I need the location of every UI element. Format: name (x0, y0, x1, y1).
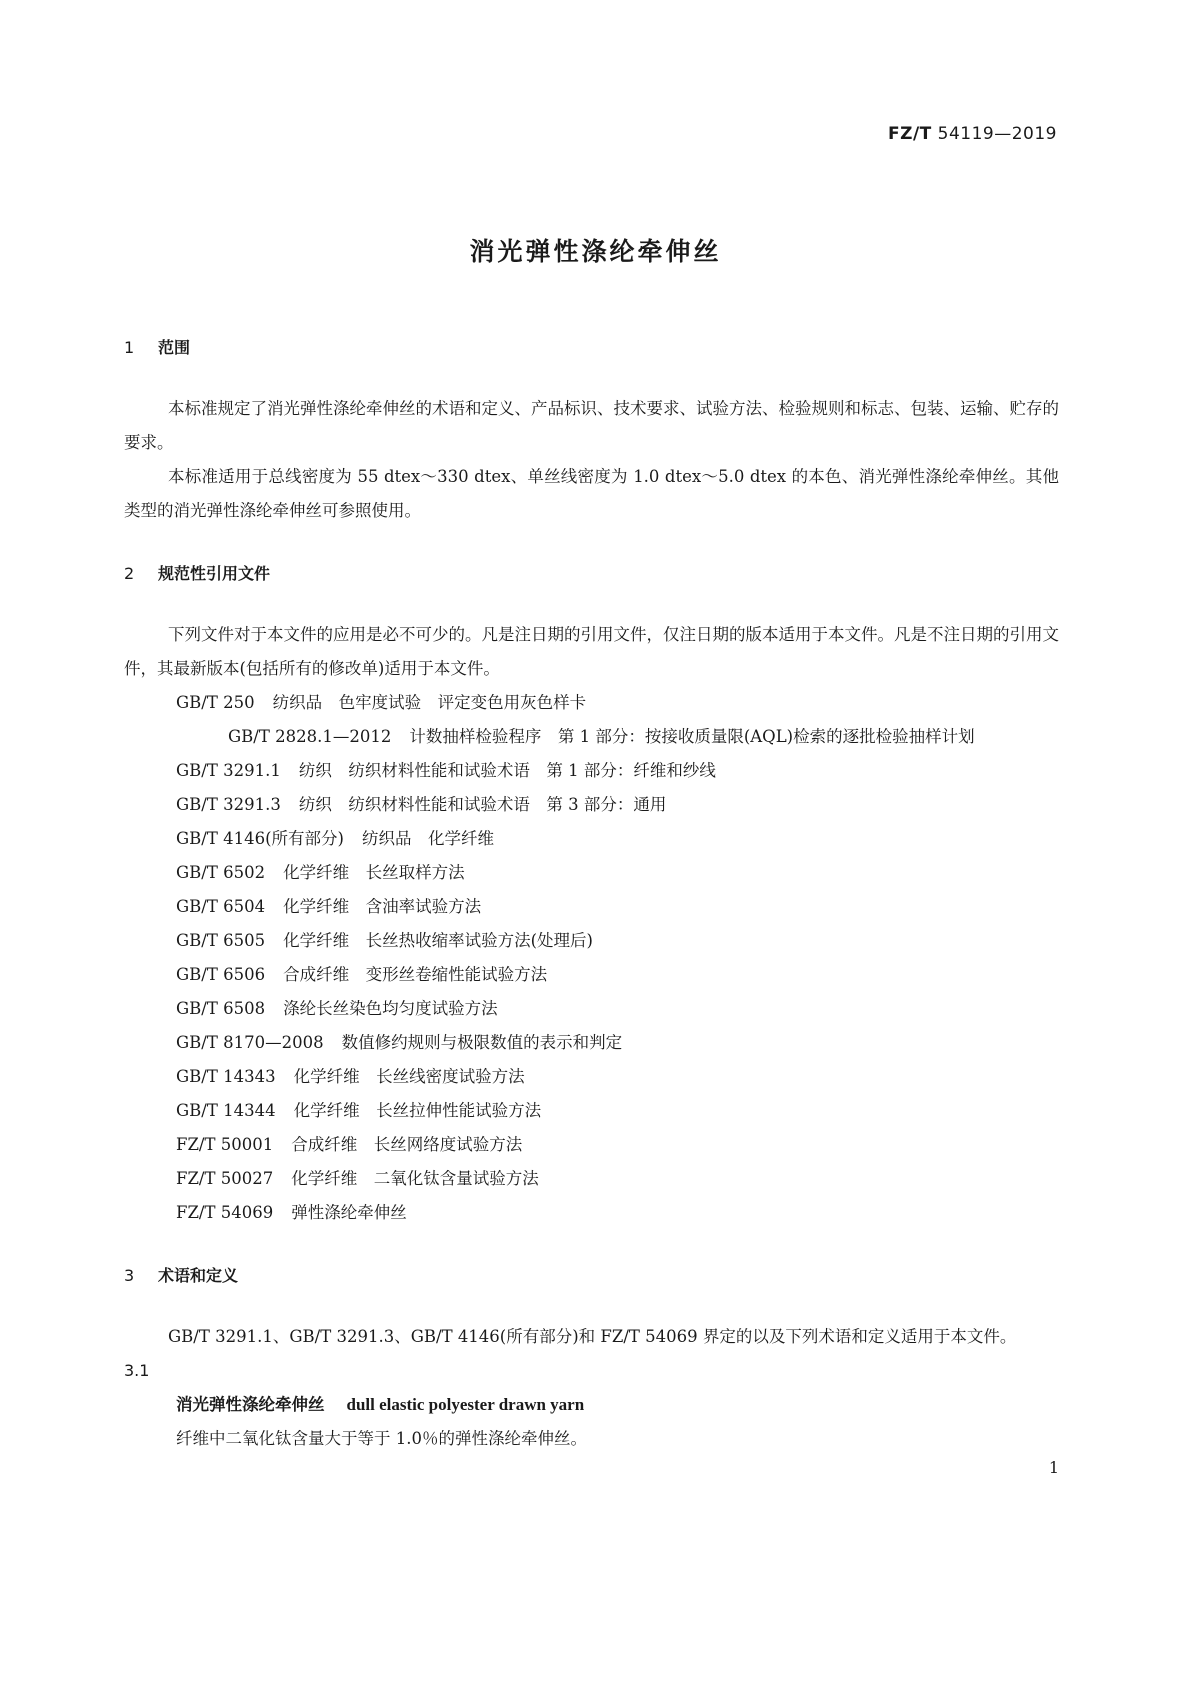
term-definition: 纤维中二氧化钛含量大于等于 1.0％的弹性涤纶牵伸丝。 (176, 1429, 587, 1448)
reference-item: GB/T 6502 化学纤维 长丝取样方法 (176, 863, 465, 882)
section-number: 2 (124, 564, 135, 583)
standard-prefix: FZ/T (888, 124, 932, 144)
term-english: dull elastic polyester drawn yarn (346, 1395, 585, 1414)
section-heading-normative (124, 560, 1059, 588)
reference-item: GB/T 3291.1 纺织 纺织材料性能和试验术语 第 1 部分：纤维和纱线 (176, 761, 716, 780)
term-entry (124, 1354, 1059, 1456)
document-title: 消光弹性涤纶牵伸丝 (469, 237, 722, 266)
reference-list (124, 686, 1059, 1230)
document-body (124, 334, 1059, 1456)
reference-item: GB/T 14343 化学纤维 长丝线密度试验方法 (176, 1067, 525, 1086)
reference-item: GB/T 250 纺织品 色牢度试验 评定变色用灰色样卡 (176, 693, 587, 712)
reference-item: GB/T 6506 合成纤维 变形丝卷缩性能试验方法 (176, 965, 548, 984)
terms-intro: GB/T 3291.1、GB/T 3291.3、GB/T 4146(所有部分)和 FZ/T 54069 界定的以及下列术语和定义适用于本文件。 (168, 1327, 1017, 1346)
term-chinese: 消光弹性涤纶牵伸丝 (176, 1395, 325, 1414)
section-number: 1 (124, 338, 135, 357)
reference-item: FZ/T 50001 合成纤维 长丝网络度试验方法 (176, 1135, 523, 1154)
section-title: 术语和定义 (158, 1266, 239, 1285)
scope-paragraph: 本标准适用于总线密度为 55 dtex～330 dtex、单丝线密度为 1.0 dtex～5.0 dtex 的本色、消光弹性涤纶牵伸丝。其他类型的消光弹性涤纶牵伸丝可参照使用。 (124, 467, 1059, 520)
reference-item: GB/T 14344 化学纤维 长丝拉伸性能试验方法 (176, 1101, 542, 1120)
term-title (124, 1388, 1059, 1422)
standard-code: 54119—2019 (937, 124, 1057, 144)
reference-item: FZ/T 50027 化学纤维 二氧化钛含量试验方法 (176, 1169, 539, 1188)
normative-intro: 下列文件对于本文件的应用是必不可少的。凡是注日期的引用文件，仅注日期的版本适用于本文件。凡是不注日期的引用文件，其最新版本(包括所有的修改单)适用于本文件。 (124, 625, 1059, 678)
reference-item: GB/T 8170—2008 数值修约规则与极限数值的表示和判定 (176, 1033, 623, 1052)
section-heading-scope (124, 334, 1059, 362)
reference-item: GB/T 3291.3 纺织 纺织材料性能和试验术语 第 3 部分：通用 (176, 795, 667, 814)
scope-paragraph: 本标准规定了消光弹性涤纶牵伸丝的术语和定义、产品标识、技术要求、试验方法、检验规则和标志、包装、运输、贮存的要求。 (124, 399, 1059, 452)
reference-item: GB/T 4146(所有部分) 纺织品 化学纤维 (176, 829, 494, 848)
reference-item: GB/T 6505 化学纤维 长丝热收缩率试验方法(处理后) (176, 931, 593, 950)
section-title: 规范性引用文件 (158, 564, 271, 583)
reference-item: GB/T 6504 化学纤维 含油率试验方法 (176, 897, 482, 916)
term-number: 3.1 (124, 1361, 150, 1380)
section-number: 3 (124, 1266, 135, 1285)
reference-item: FZ/T 54069 弹性涤纶牵伸丝 (176, 1203, 407, 1222)
reference-item: GB/T 6508 涤纶长丝染色均匀度试验方法 (176, 999, 498, 1018)
section-heading-terms (124, 1262, 1059, 1290)
section-title: 范围 (158, 338, 191, 357)
standard-number (888, 124, 1057, 144)
reference-item: GB/T 2828.1—2012 计数抽样检验程序 第 1 部分：按接收质量限(AQL)检索的逐批检验抽样计划 (228, 727, 975, 746)
page-number: 1 (1048, 1458, 1059, 1477)
